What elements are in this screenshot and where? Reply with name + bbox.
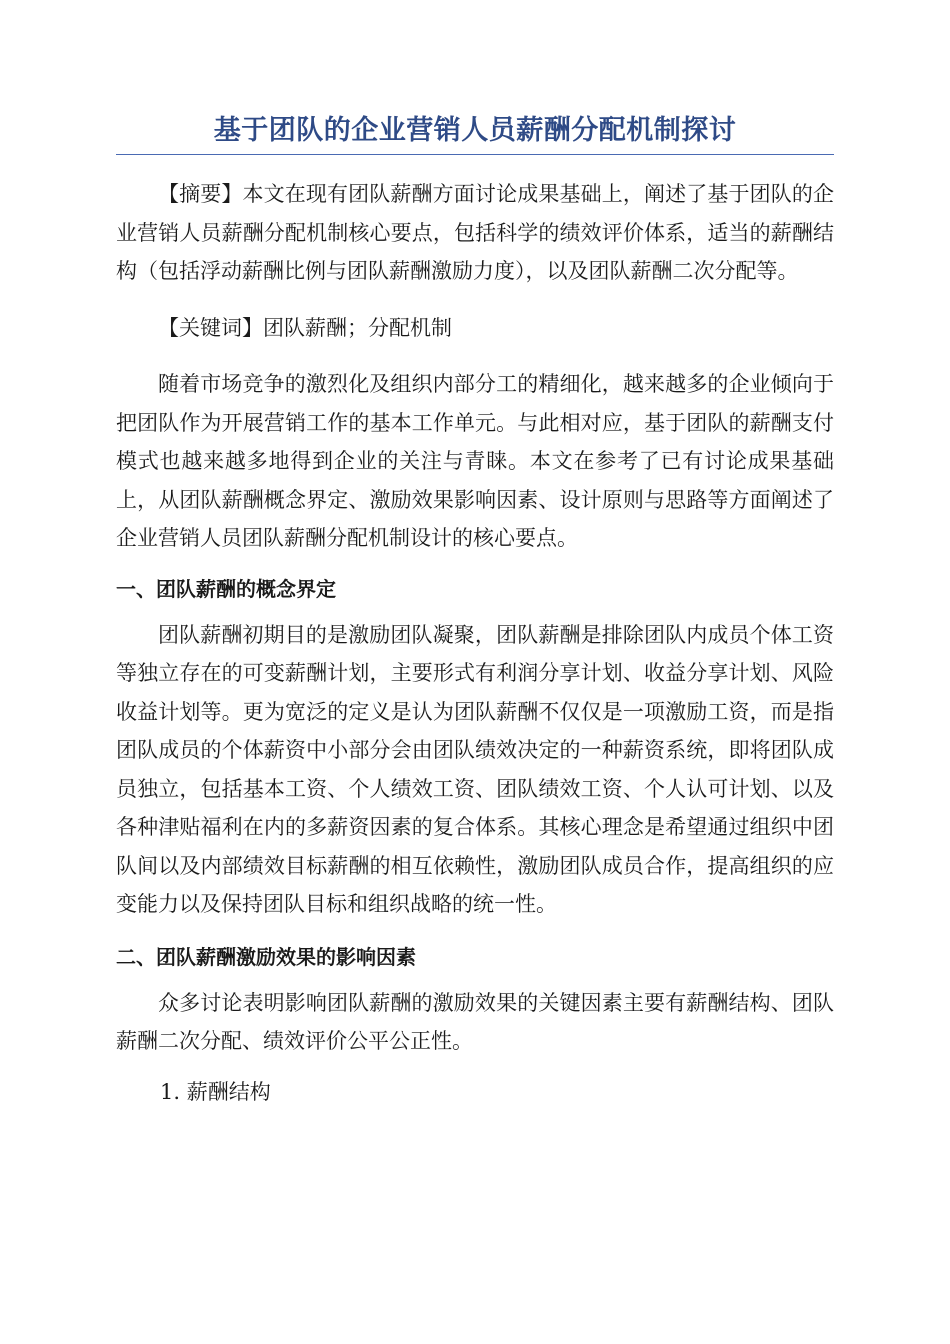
title-underline [116, 154, 834, 155]
keywords-paragraph: 【关键词】团队薪酬；分配机制 [158, 315, 452, 340]
section-1-body: 团队薪酬初期目的是激励团队凝聚，团队薪酬是排除团队内成员个体工资等独立存在的可变薪酬计划，主要形式有利润分享计划、收益分享计划、风险收益计划等。更为宽泛的定义是认为团队薪酬不仅仅是一项激励工资，而是指团队成员的个体薪资中小部分会由团队绩效决定的一种薪资系统，即将团队成员独立，包括基本工资、个人绩效工资、团队绩效工资、个人认可计划、以及各种津贴福利在内的多薪资因素的复合体系。其核心理念是希望通过组织中团队间以及内部绩效目标薪酬的相互依赖性，激励团队成员合作，提高组织的应变能力以及保持团队目标和组织战略的统一性。 [116, 622, 834, 916]
abstract-paragraph: 【摘要】本文在现有团队薪酬方面讨论成果基础上，阐述了基于团队的企业营销人员薪酬分配机制核心要点，包括科学的绩效评价体系，适当的薪酬结构（包括浮动薪酬比例与团队薪酬激励力度），以及团队薪酬二次分配等。 [116, 182, 834, 283]
document-page [116, 108, 834, 1111]
section-1-heading: 一、团队薪酬的概念界定 [116, 576, 336, 601]
subsection-2-1-heading: 1. 薪酬结构 [160, 1079, 271, 1104]
section-2-heading: 二、团队薪酬激励效果的影响因素 [116, 944, 416, 969]
document-title: 基于团队的企业营销人员薪酬分配机制探讨 [213, 115, 737, 146]
intro-paragraph: 随着市场竞争的激烈化及组织内部分工的精细化，越来越多的企业倾向于把团队作为开展营销工作的基本工作单元。与此相对应，基于团队的薪酬支付模式也越来越多地得到企业的关注与青睐。本文在参考了已有讨论成果基础上，从团队薪酬概念界定、激励效果影响因素、设计原则与思路等方面阐述了企业营销人员团队薪酬分配机制设计的核心要点。 [116, 372, 834, 550]
section-2-body: 众多讨论表明影响团队薪酬的激励效果的关键因素主要有薪酬结构、团队薪酬二次分配、绩效评价公平公正性。 [116, 990, 834, 1053]
